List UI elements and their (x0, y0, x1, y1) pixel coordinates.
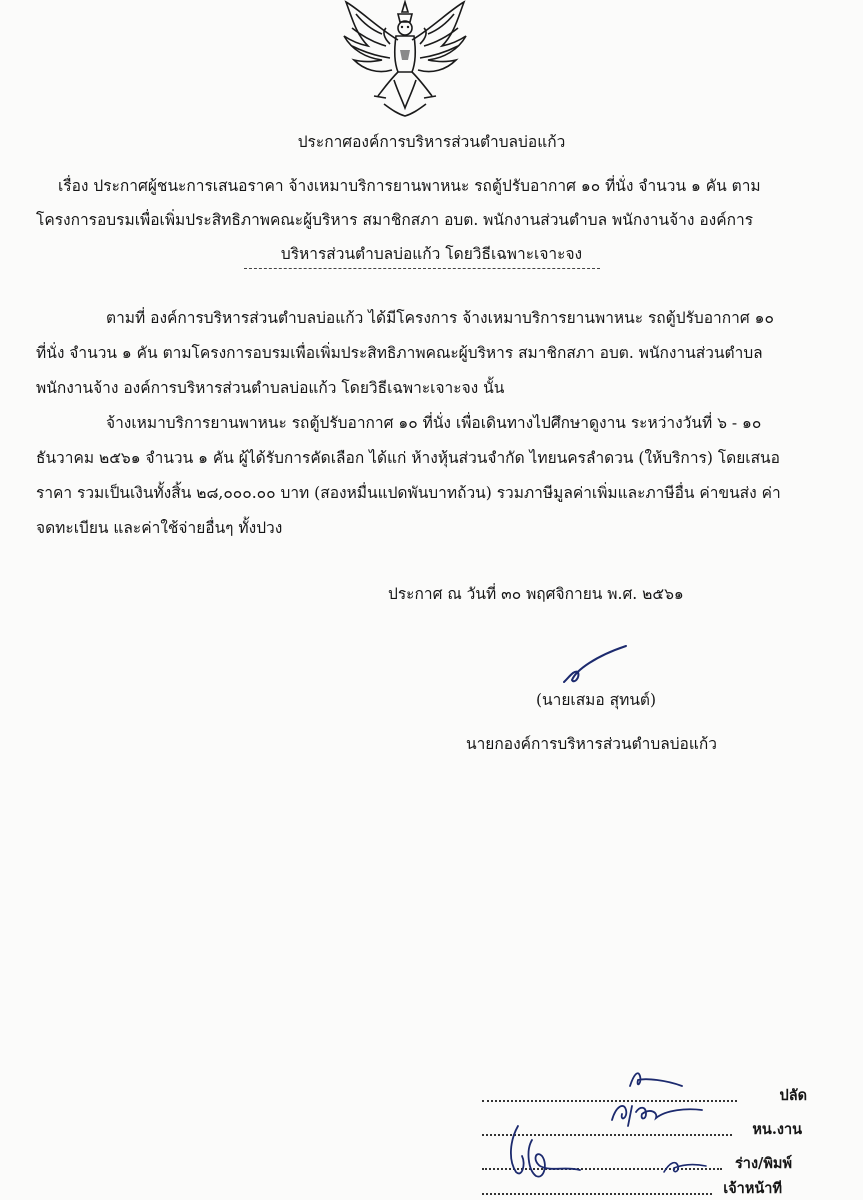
garuda-emblem-icon (338, 0, 472, 118)
paragraph-2-line-4: จดทะเบียน และค่าใช้จ่ายอื่นๆ ทั้งปวง (36, 519, 283, 537)
signatory-name: (นายเสมอ สุทนต์) (536, 691, 657, 709)
header-divider (244, 268, 600, 269)
signature-icon (556, 642, 636, 692)
routing-label: ปลัด (779, 1087, 807, 1104)
paragraph-2-line-1: จ้างเหมาบริการยานพาหนะ รถตู้ปรับอากาศ ๑๐ ที่นั่ง เพื่อเดินทางไปศึกษาดูงาน ระหว่างวันที่ ๖ - ๑๐ (106, 414, 762, 432)
initials-scrawl-icon (660, 1150, 710, 1180)
initials-scrawl-icon (626, 1066, 686, 1094)
subject-line-1: เรื่อง ประกาศผู้ชนะการเสนอราคา จ้างเหมาบริการยานพาหนะ รถตู้ปรับอากาศ ๑๐ ที่นั่ง จำนวน ๑ คัน ตาม (58, 177, 761, 195)
routing-label: เจ้าหน้าที่ (723, 1180, 782, 1197)
document-title: ประกาศองค์การบริหารส่วนตำบลบ่อแก้ว (297, 133, 566, 151)
initials-scrawl-icon (504, 1120, 584, 1184)
paragraph-1-line-3: พนักงานจ้าง องค์การบริหารส่วนตำบลบ่อแก้ว โดยวิธีเฉพาะเจาะจง นั้น (36, 379, 505, 397)
subject-line-3: บริหารส่วนตำบลบ่อแก้ว โดยวิธีเฉพาะเจาะจง (280, 245, 583, 263)
initials-scrawl-icon (606, 1096, 706, 1130)
paragraph-2-line-2: ธันวาคม ๒๕๖๑ จำนวน ๑ คัน ผู้ได้รับการคัดเลือก ได้แก่ ห้างหุ้นส่วนจำกัด ไทยนครลำดวน (ให้บริการ) โดยเสนอ (36, 449, 780, 467)
dotted-line (482, 1193, 712, 1195)
signatory-position: นายกองค์การบริหารส่วนตำบลบ่อแก้ว (466, 735, 717, 753)
routing-label: หน.งาน (752, 1121, 802, 1138)
paragraph-1-line-1: ตามที่ องค์การบริหารส่วนตำบลบ่อแก้ว ได้มีโครงการ จ้างเหมาบริการยานพาหนะ รถตู้ปรับอากาศ ๑๐ (106, 309, 774, 327)
routing-label: ร่าง/พิมพ์ (735, 1155, 792, 1172)
subject-line-2: โครงการอบรมเพื่อเพิ่มประสิทธิภาพคณะผู้บริหาร สมาชิกสภา อบต. พนักงานส่วนตำบล พนักงานจ้าง องค์การ (36, 211, 754, 229)
paragraph-1-line-2: ที่นั่ง จำนวน ๑ คัน ตามโครงการอบรมเพื่อเพิ่มประสิทธิภาพคณะผู้บริหาร สมาชิกสภา อบต. พนักงานส่วนตำบล (36, 344, 763, 362)
paragraph-2-line-3: ราคา รวมเป็นเงินทั้งสิ้น ๒๘,๐๐๐.๐๐ บาท (สองหมื่นแปดพันบาทถ้วน) รวมภาษีมูลค่าเพิ่มและภาษีอื่น ค่าขนส่ง ค่า (36, 484, 781, 502)
announcement-date: ประกาศ ณ วันที่ ๓๐ พฤศจิกายน พ.ศ. ๒๕๖๑ (388, 585, 684, 603)
